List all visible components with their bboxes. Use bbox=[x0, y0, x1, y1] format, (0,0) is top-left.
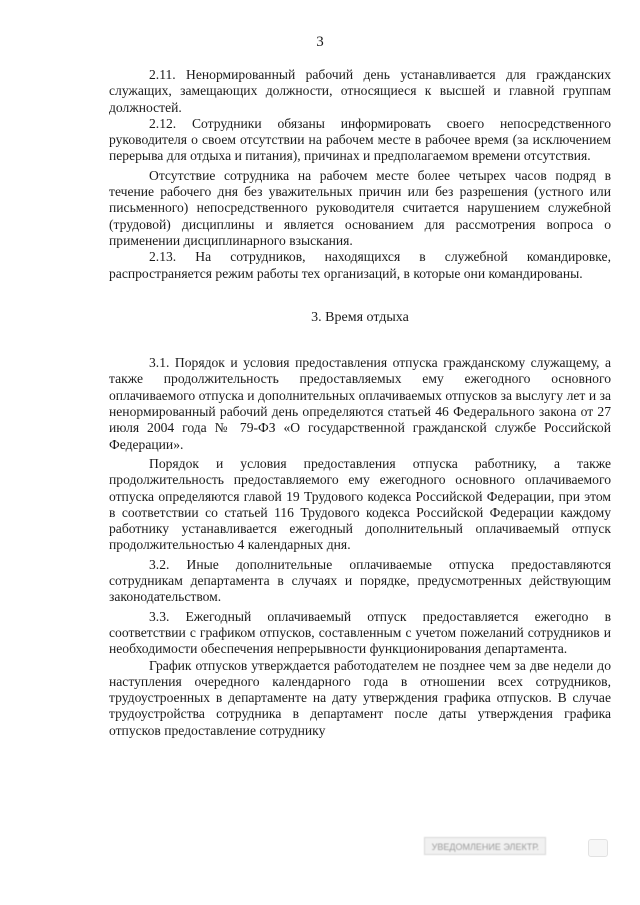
paragraph-3-3: 3.3. Ежегодный оплачиваемый отпуск предоставляется ежегодно в соответствии с графиком отпусков, составленным с учетом пожеланий сотрудников и необходимости обеспечения непрерывности функционирования департамента. bbox=[109, 608, 611, 657]
paragraph-vacation-schedule: График отпусков утверждается работодателем не позднее чем за две недели до наступления очередного календарного года в отношении всех сотрудников, трудоустроенных в департаменте на дату утверждения графика отпусков. В случае трудоустройства сотрудника в департамент после даты утверждения графика отпусков предоставление сотруднику bbox=[109, 657, 611, 738]
electronic-stamp: УВЕДОМЛЕНИЕ ЭЛЕКТР. bbox=[424, 837, 546, 855]
page-number: 3 bbox=[316, 34, 324, 50]
paragraph-3-2: 3.2. Иные дополнительные оплачиваемые отпуска предоставляются сотрудникам департамента в случаях и порядке, предусмотренных действующим законодательством. bbox=[109, 556, 611, 605]
paragraph-3-1: 3.1. Порядок и условия предоставления отпуска гражданскому служащему, а также продолжительность предоставляемых ему ежегодного основного оплачиваемого отпуска и дополнительных оплачиваемых отпусков за выслугу лет и за ненормированный рабочий день определяются статьей 46 Федерального закона от 27 июля 2004 года № 79-ФЗ «О государственной гражданской службе Российской Федерации». bbox=[109, 355, 611, 452]
paragraph-absence: Отсутствие сотрудника на рабочем месте более четырех часов подряд в течение рабочего дня без уважительных причин или без разрешения (устного или письменного) непосредственного руководителя считается нарушением служебной (трудовой) дисциплины и является основанием для рассмотрения вопроса о применении дисциплинарного взыскания. bbox=[109, 167, 611, 248]
document-body bbox=[109, 67, 611, 739]
paragraph-2-12: 2.12. Сотрудники обязаны информировать своего непосредственного руководителя о своем отсутствии на рабочем месте в рабочее время (за исключением перерыва для отдыха и питания), причинах и предполагаемом времени отсутствия. bbox=[109, 115, 611, 164]
paragraph-2-13: 2.13. На сотрудников, находящихся в служебной командировке, распространяется режим работы тех организаций, в которые они командированы. bbox=[109, 249, 611, 281]
section-heading: 3. Время отдыха bbox=[311, 309, 409, 325]
corner-mark-icon bbox=[588, 839, 608, 857]
paragraph-2-11: 2.11. Ненормированный рабочий день устанавливается для гражданских служащих, замещающих должности, относящиеся к высшей и главной группам должностей. bbox=[109, 67, 611, 115]
paragraph-3-1-workers: Порядок и условия предоставления отпуска работнику, а также продолжительность предоставляемого ему ежегодного основного оплачиваемого отпуска определяются главой 19 Трудового кодекса Российской Федерации, при этом в соответствии со статьей 116 Трудового кодекса Российской Федерации каждому работнику устанавливается ежегодный дополнительный оплачиваемый отпуск продолжительностью 4 календарных дня. bbox=[109, 455, 611, 553]
